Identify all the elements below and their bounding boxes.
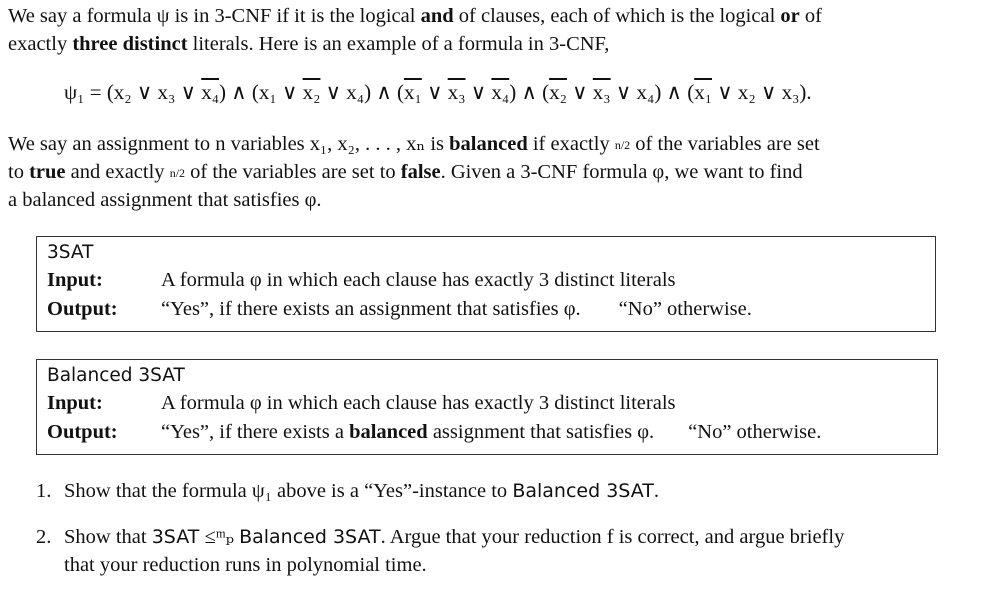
question-number: 2. (36, 526, 52, 548)
question-number: 1. (36, 480, 52, 502)
balanced-paragraph (8, 130, 970, 214)
question-1 (36, 477, 976, 505)
example-formula: ψ₁ = (x₂ ∨ x₃ ∨ x₄) ∧ (x₁ ∨ x₂ ∨ x₄) ∧ (x₁ ∨ x₃ ∨ x₄) ∧ (x₂ ∨ x₃ ∨ x₄) ∧ (x₁ ∨ x₂ ∨ x₃). (64, 80, 812, 104)
input-row (47, 389, 937, 418)
balanced-line-3: a balanced assignment that satisfies φ. (8, 189, 322, 211)
input-row (47, 266, 935, 295)
intro-paragraph (8, 2, 970, 58)
output-text: “Yes”, if there exists a balanced assignment that satisfies φ. (161, 421, 655, 443)
question-text: Show that the formula ψ₁ above is a “Yes”-instance to Balanced 3SAT. (64, 480, 659, 502)
box-title: 3SAT (47, 242, 94, 263)
question-text: Show that 3SAT ≤ᵐₚ Balanced 3SAT. Argue that your reduction f is correct, and argue briefly that your reduction runs in polynomial time. (64, 526, 845, 576)
output-label: Output: (47, 421, 118, 443)
question-2 (36, 523, 976, 579)
intro-line-2: exactly three distinct literals. Here is an example of a formula in 3-CNF, (8, 33, 610, 55)
question-list (36, 477, 976, 597)
output-no: “No” otherwise. (618, 298, 752, 320)
input-label: Input: (47, 392, 103, 414)
output-row (47, 295, 935, 324)
input-label: Input: (47, 269, 103, 291)
output-label: Output: (47, 298, 118, 320)
input-text: A formula φ in which each clause has exactly 3 distinct literals (161, 392, 676, 414)
output-row (47, 418, 937, 447)
output-text: “Yes”, if there exists an assignment that satisfies φ. (161, 298, 581, 320)
output-no: “No” otherwise. (688, 421, 822, 443)
input-text: A formula φ in which each clause has exactly 3 distinct literals (161, 269, 676, 291)
balanced-line-1: We say an assignment to n variables x₁, x₂, . . . , xₙ is balanced if exactly n/2 of the variables are set (8, 133, 820, 155)
balanced-line-2: to true and exactly n/2 of the variables are set to false. Given a 3-CNF formula φ, we want to find (8, 161, 803, 183)
box-title: Balanced 3SAT (47, 365, 185, 386)
problem-box-3sat (36, 236, 936, 332)
problem-box-balanced-3sat (36, 359, 938, 455)
intro-line-1: We say a formula ψ is in 3-CNF if it is the logical and of clauses, each of which is the logical or of (8, 5, 822, 27)
